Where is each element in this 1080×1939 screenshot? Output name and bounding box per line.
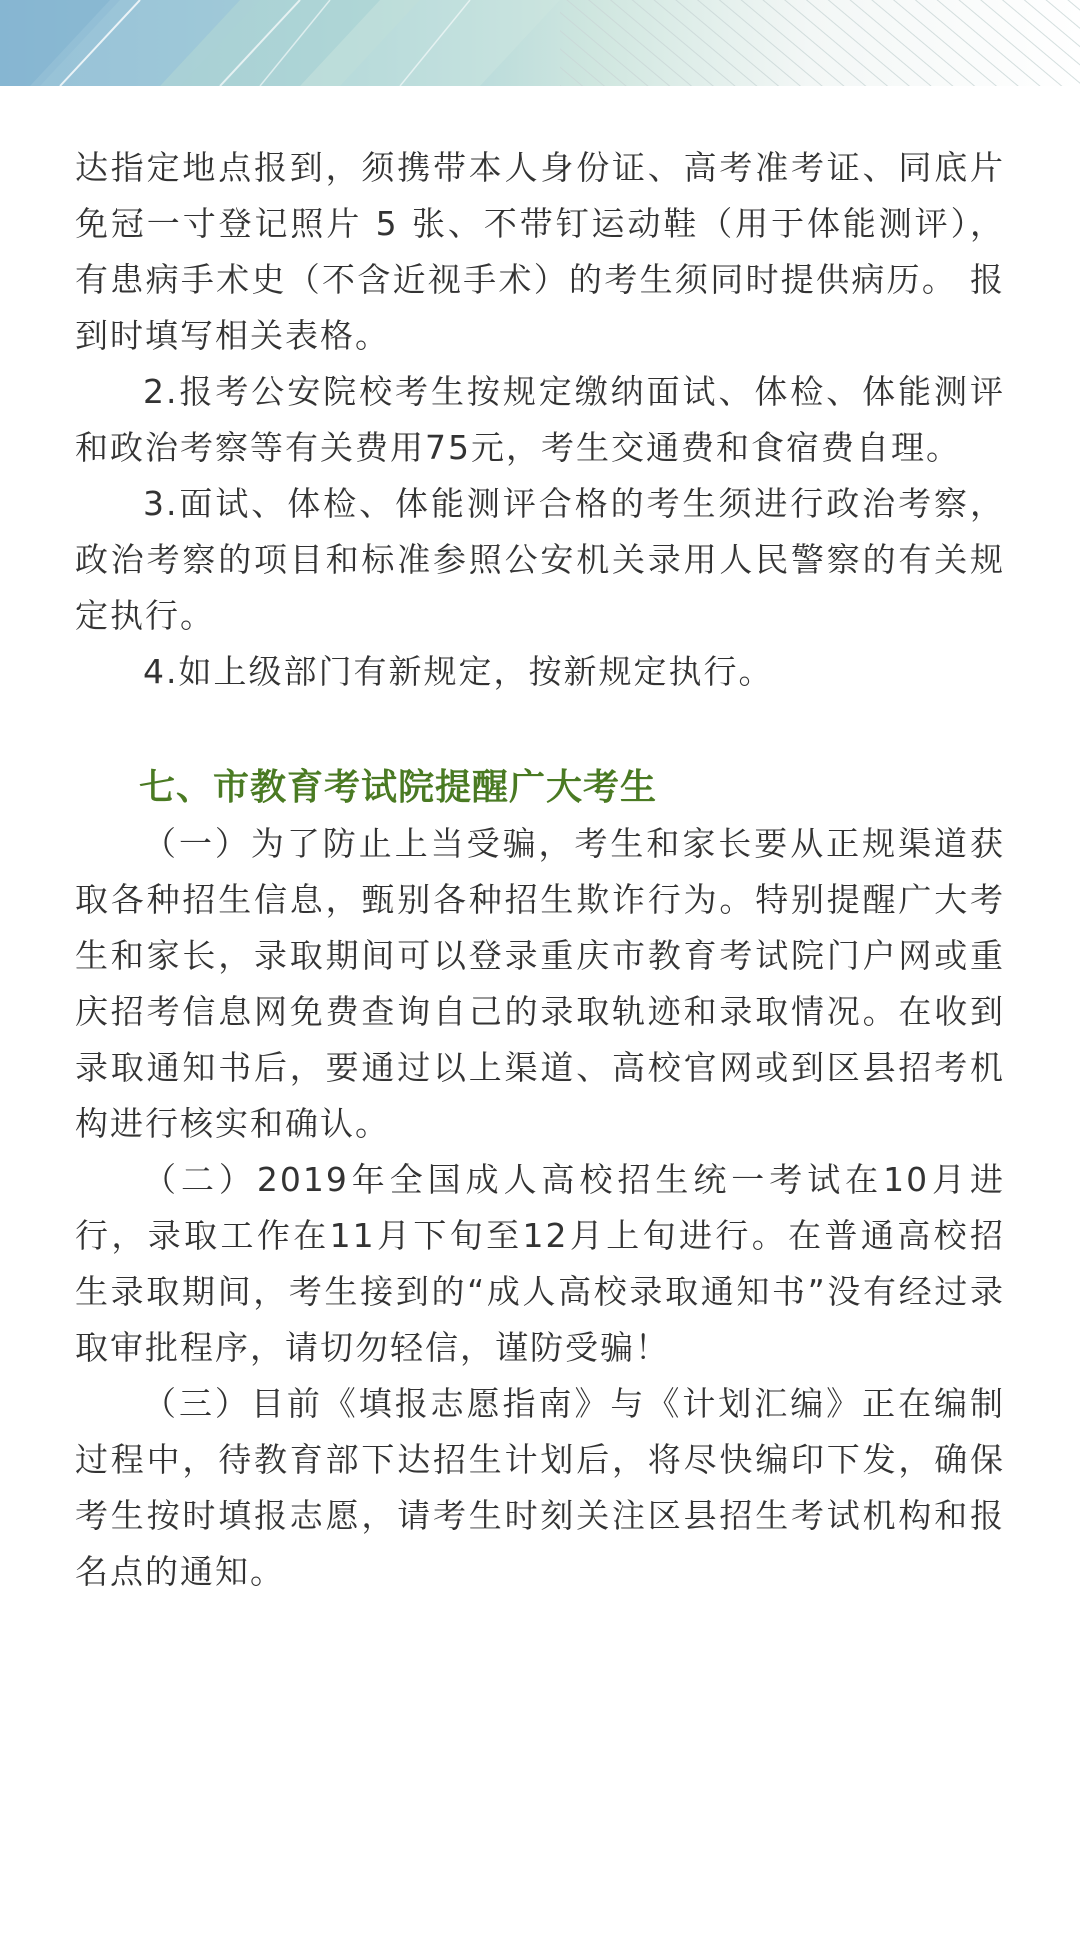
paragraph-item-4-new-rules: 4.如上级部门有新规定，按新规定执行。 (143, 652, 774, 691)
paragraph-item-2-fees: 2.报考公安院校考生按规定缴纳面试、体检、体能测评和政治考察等有关费用75元，考生交通费和食宿费自理。 (75, 372, 1005, 467)
decorative-header-banner (0, 0, 1080, 86)
article-body (75, 140, 1005, 1600)
paragraph-report-requirements: 达指定地点报到，须携带本人身份证、高考准考证、同底片免冠一寸登记照片 5 张、不带钉运动鞋（用于体能测评），有患病手术史（不含近视手术）的考生须同时提供病历。 报到时填写相关表格。 (75, 148, 1005, 355)
section-heading-reminder: 七、市教育考试院提醒广大考生 (139, 767, 658, 808)
banner-pattern-graphic (0, 0, 1080, 86)
paragraph-reminder-2: （二）2019年全国成人高校招生统一考试在10月进行，录取工作在11月下旬至12月上旬进行。在普通高校招生录取期间，考生接到的“成人高校录取通知书”没有经过录取审批程序，请切勿轻信，谨防受骗！ (75, 1160, 1005, 1367)
paragraph-reminder-1: （一）为了防止上当受骗，考生和家长要从正规渠道获取各种招生信息，甄别各种招生欺诈行为。特别提醒广大考生和家长，录取期间可以登录重庆市教育考试院门户网或重庆招考信息网免费查询自己的录取轨迹和录取情况。在收到录取通知书后，要通过以上渠道、高校官网或到区县招考机构进行核实和确认。 (75, 824, 1005, 1143)
paragraph-item-3-political-review: 3.面试、体检、体能测评合格的考生须进行政治考察，政治考察的项目和标准参照公安机关录用人民警察的有关规定执行。 (75, 484, 1005, 635)
paragraph-reminder-3: （三）目前《填报志愿指南》与《计划汇编》正在编制过程中，待教育部下达招生计划后，将尽快编印下发，确保考生按时填报志愿，请考生时刻关注区县招生考试机构和报名点的通知。 (75, 1384, 1005, 1591)
